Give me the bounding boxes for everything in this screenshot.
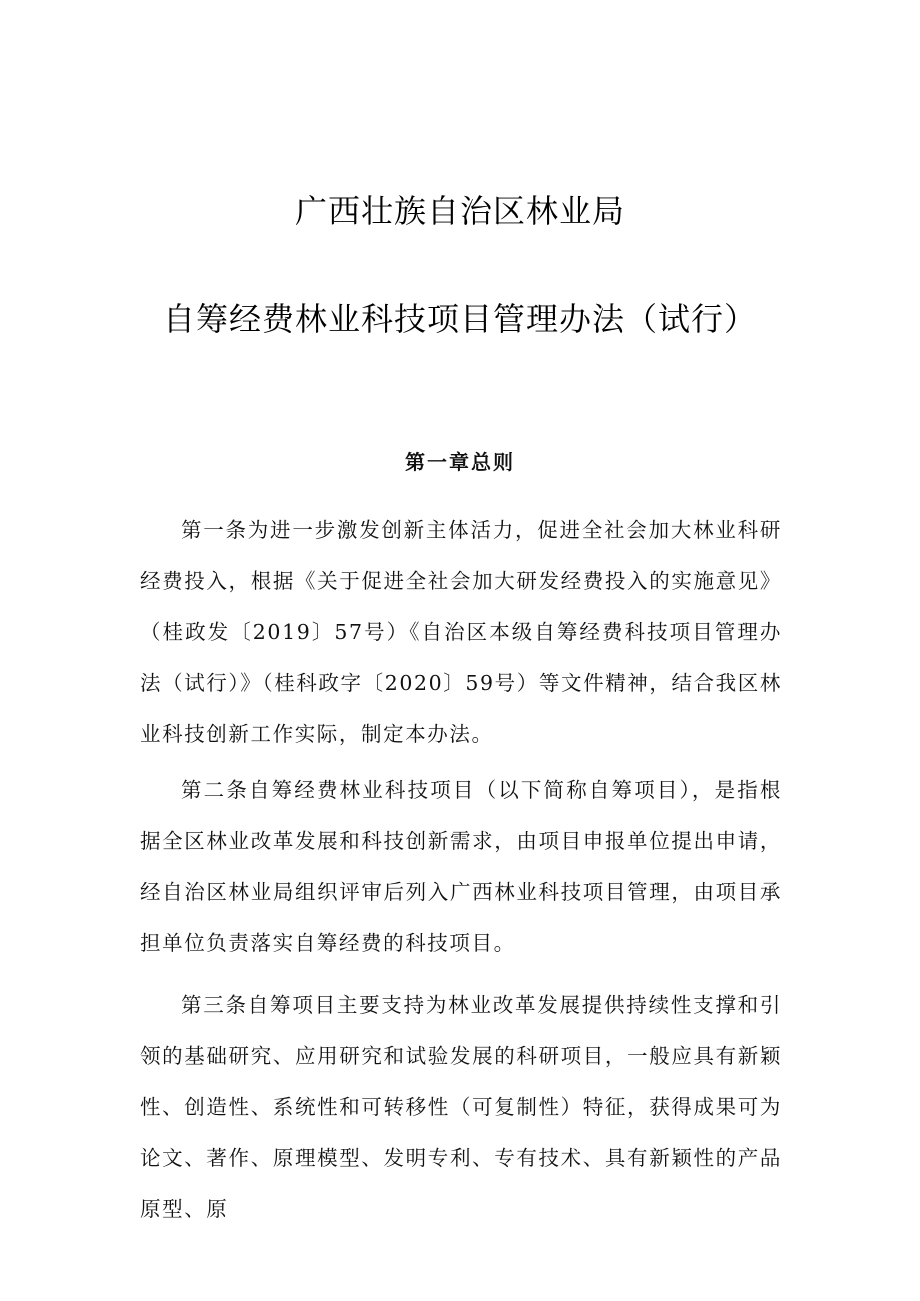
article-1-paragraph: 第一条为进一步激发创新主体活力，促进全社会加大林业科研经费投入，根据《关于促进全社会加大研发经费投入的实施意见》（桂政发〔2019〕57号）《自治区本级自筹经费科技项目管理办法（试行）》（桂科政字〔2020〕59号）等文件精神，结合我区林业科技创新工作实际，制定本办法。	[140, 518, 782, 746]
document-title-line2: 自筹经费林业科技项目管理办法（试行）	[162, 300, 757, 338]
article-2-paragraph: 第二条自筹经费林业科技项目（以下简称自筹项目），是指根据全区林业改革发展和科技创新需求，由项目申报单位提出申请，经自治区林业局组织评审后列入广西林业科技项目管理，由项目承担单位负责落实自筹经费的科技项目。	[140, 778, 782, 955]
document-title-line1: 广西壮族自治区林业局	[294, 192, 625, 230]
article-3-paragraph: 第三条自筹项目主要支持为林业改革发展提供持续性支撑和引领的基础研究、应用研究和试验发展的科研项目，一般应具有新颖性、创造性、系统性和可转移性（可复制性）特征，获得成果可为论文、著作、原理模型、发明专利、专有技术、具有新颖性的产品原型、原	[140, 993, 782, 1221]
chapter-heading: 第一章总则	[405, 450, 515, 474]
